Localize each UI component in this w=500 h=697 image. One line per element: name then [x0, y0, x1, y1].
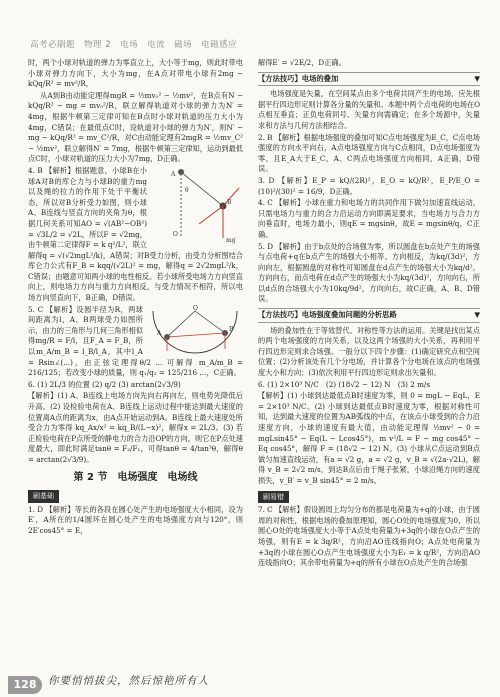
left-column: [28, 58, 243, 538]
svg-text:B: B: [229, 325, 234, 333]
right-column: [258, 58, 480, 570]
left-q4: 4. B 【解析】根据题意，小球B在小球A对B的库仑力与小球B的重力mg以及绳的拉力的作用下处于平衡状态，所以对B分析受力如图，则小球A、B连线与竖直方向的夹角为θ，根据几何关系可知AO = √(AB²−OB²) = √3L/2 = √2L，所以F = √2mg，由牛顿第二定律得F = k q²/L²，联立解得q = √(√2mgL²/k)，A错误；对B受力分析，由受力分析图结合库仑力公式有F_B = kqq/(√2L)² = mg，解得q = 2√2mgL²/k，C错误；由题意可知两小球的电性相反。若小球所受电场力方向竖直向上，则电场力方向与重力方向相反，与受力情况不相符，所以电场方向竖直向下，B正确，D错误。: [28, 165, 243, 303]
right-q3: 3. D 【解析】E_P = kQ/(2R)²，E_O = kQ/R²，E_P/E_O = (10)²/(30)² = 16/9，D正确。: [258, 175, 480, 196]
method-box-1: [258, 72, 480, 87]
svg-text:mg: mg: [226, 236, 236, 244]
left-q5: 5. C 【解析】设圆半径为R，两球间距离为l，A、B两球受力如图所示，由力的三角形与几何三角形相似得mg/R = F/l，且F_A = F_B，所以m_A/m_B = l_B/l_A，其中l_A = Rsin∠(...)，由正弦定理得θ/2 … 可解得 m_A/m_B = 216/125；若改变小球的质量，则 q₁/q₂ = 125/216 …，C正确。: [28, 304, 243, 378]
footer-motto: 你要悄悄拔尖，然后惊艳所有人: [48, 675, 209, 687]
svg-text:θ: θ: [185, 186, 189, 194]
left-para-1: 时，两个小球对轨道的弹力为零直立上，大小等于mg，则此时带电小球对弹力方向下，大小为mg，在A点对带电小球有2mg − kQq/R² = mv²/R，: [28, 58, 243, 89]
method-2-title: 【方法技巧】电场强度叠加问题的分析思路: [258, 310, 397, 320]
left-q1: 1. D 【解析】等长的各段在圆心处产生的电场强度大小相同，设为E′，A所在的1/4圆环在圆心处产生的电场强度方向与120°，则2E′cos45° = E，: [28, 504, 243, 535]
triangle-icon: ▼: [474, 310, 480, 320]
right-q2: 2. B 【解析】根据电场强度的叠加可知C点电场强度为E_C，C点电场强度的方向水平向右，A点电场强度方向与C点相同，D点电场强度为零，且E_A大于E_C，A、C两点电场强度方向相同，A正确，D错误。: [258, 132, 480, 174]
svg-text:B: B: [227, 198, 232, 206]
page-header: 高考必刷题 物理 2 电场 电流 磁场 电磁感应: [30, 40, 238, 50]
basic-tag: 刷基础: [28, 490, 59, 503]
page-footer: [0, 673, 500, 697]
svg-text:O: O: [173, 230, 178, 238]
svg-text:O: O: [193, 304, 198, 312]
right-q6-body: 【解析】(1) 小球到达最低点B时速度为零，则 0 = mgL − EqL，E = 2×10³ N/C。(2) 小球到达最低点B时速度为零，根据对称性可知，达到最大速度的位置为AB弧线的中点，在该点小球受到的合力沿速度方向，小球的速度有最大值，由动能定理得 ½mv² − 0 = mgLsin45° − Eq(L − Lcos45°)，m v²/L = F − mg cos45° − Eq cos45°，解得 F = (18√2 − 12) N。(3) 小球从C点运动到B点做匀加速直线运动，有a = √2 g，a = √2 g，v_B = √(2a·√2L)，解得 v_B = 2√2 m/s，到达B点后由于绳子张紧，小球沿绳方向的速度损失，v_B′ = v_B sin45° = 2 m/s。: [258, 391, 480, 485]
left-q6-answer: 6. (1) 2L/3 的位置 (2) q/2 (3) arctan(2√3/9): [28, 379, 181, 389]
right-line-0: 解得E′ = √2E/2，D正确。: [258, 58, 346, 67]
method-2-text: 场的叠加性在于等效替代、对称性等方法的运用。关键是找出某点的两个电场强度的方向关系，以及这两个场强的大小关系，再利用平行四边形定则求合场强。一般分以下四个步骤：(1)确定研究点和空间位置；(2)分析该处有几个分电场，并计算各个分电场在该点的电场强度大小和方向；(3)依次利用平行四边形定则求出矢量和。: [258, 325, 480, 378]
left-para-2: 从A到B由动能定理得mgR = ½mv₀² − ½mv²，在B点有N − kQq/R² − mg = mv₀²/R，联立解得轨道对小球的弹力为N′ = 4mg，根据牛顿第三定律可知在B点时小球对轨道的压力大小为4mg，C错误；在最低点C时，设轨道对小球的弹力为N′，则N′ − mg − kQq/R² = mv_C²/R，对C由动能定理有2mgR = ½mv_C² − ½mv²，联立解得N′ = 7mg，根据牛顿第三定律知，运动到最低点C时，小球对轨道的压力大小为7mg，D正确。: [28, 90, 243, 164]
section-title: 第 2 节 电场强度 电场线: [73, 471, 198, 483]
method-1-text: 电场强度是矢量，在空间某点由多个电荷共同产生的电场，应先根据平行四边形定则计算各分量的矢量和。本题中两个点电荷的电场在O点相互垂直；正负电荷同号、矢量方向需确定；在多个场源中，矢量求和方法与几何方法相结合。: [258, 89, 480, 130]
right-q7: 7. C 【解析】假设圆周上均匀分布的都是电荷量为+q的小球，由于圆周的对称性，根据电场的叠加原理知，圆心O处的电场强度为0，所以圆心O处的电场强度大小等于A点处电荷量为+3q的小球在O点产生的场强，则有E = k 3q/R²，方向沿AO连线指向O；A点处电荷量为+3q的小球在圆心O点产生电场强度大小为E₁ = k q/R²，方向沿AO连线指向O；其余带电荷量为+q的所有小球在O点处产生的合场强: [258, 505, 480, 568]
method-1-title: 【方法技巧】电场的叠加: [258, 73, 339, 83]
svg-text:A: A: [157, 329, 162, 337]
method-box-2: [258, 308, 480, 323]
right-q4: 4. C 【解析】小球在重力和电场力的共同作用下做匀加速直线运动，只需电场力与重力的合力沿运动方向即满足要求，当电场力与合力方向垂直时，电场力最小，则qE = mgsinθ，故E = mgsinθ/q，C正确。: [258, 198, 480, 239]
page-number: 128: [8, 676, 42, 694]
figure-q4-force-diagram: [151, 166, 243, 244]
left-q6-body: 【解析】(1) A、B连线上电场方向先向右再向左，则电势先降低后升高。(2) 设检验电荷在A、B连线上运动过程中能达到最大速度的位置离A点的距离为x，由A点开始运动到A、B连线上最大速度处所受合力为零得 kq_Ax/x² = kq_B/(L−x)²，解得x = 2L/3。(3) 若正检验电荷在P点所受的静电力的合力沿OP的方向，则它在P点处速度最大，即此时满足tanθ = F₂/F₁，可得tanθ = 4/tan³θ，解得θ = arctan(2√3/9)。: [28, 391, 243, 464]
right-q5: 5. D 【解析】由于b点处的合场强为零，所以圆盘在b点处产生的场强与点电荷+q在b点产生的场强大小相等、方向相反，为kq/(3d)²，方向向左，根据圆盘的对称性可知圆盘在d点产生的场强大小为kq/d²，方向向右，而点电荷在d点产生的场强大小为kq/(3d)²，方向向右，所以d点的合场强大小为10kq/9d²，方向向右，故C正确，A、B、D错误。: [258, 241, 480, 304]
figure-q5-bowl-diagram: [147, 305, 243, 355]
svg-text:A: A: [171, 170, 176, 178]
triangle-icon: ▼: [474, 73, 480, 83]
error-prone-tag: 刷易错: [258, 491, 289, 504]
right-q6-answer: 6. (1) 2×10³ N/C (2) (18√2 − 12) N (3) 2 m/s: [258, 379, 431, 389]
